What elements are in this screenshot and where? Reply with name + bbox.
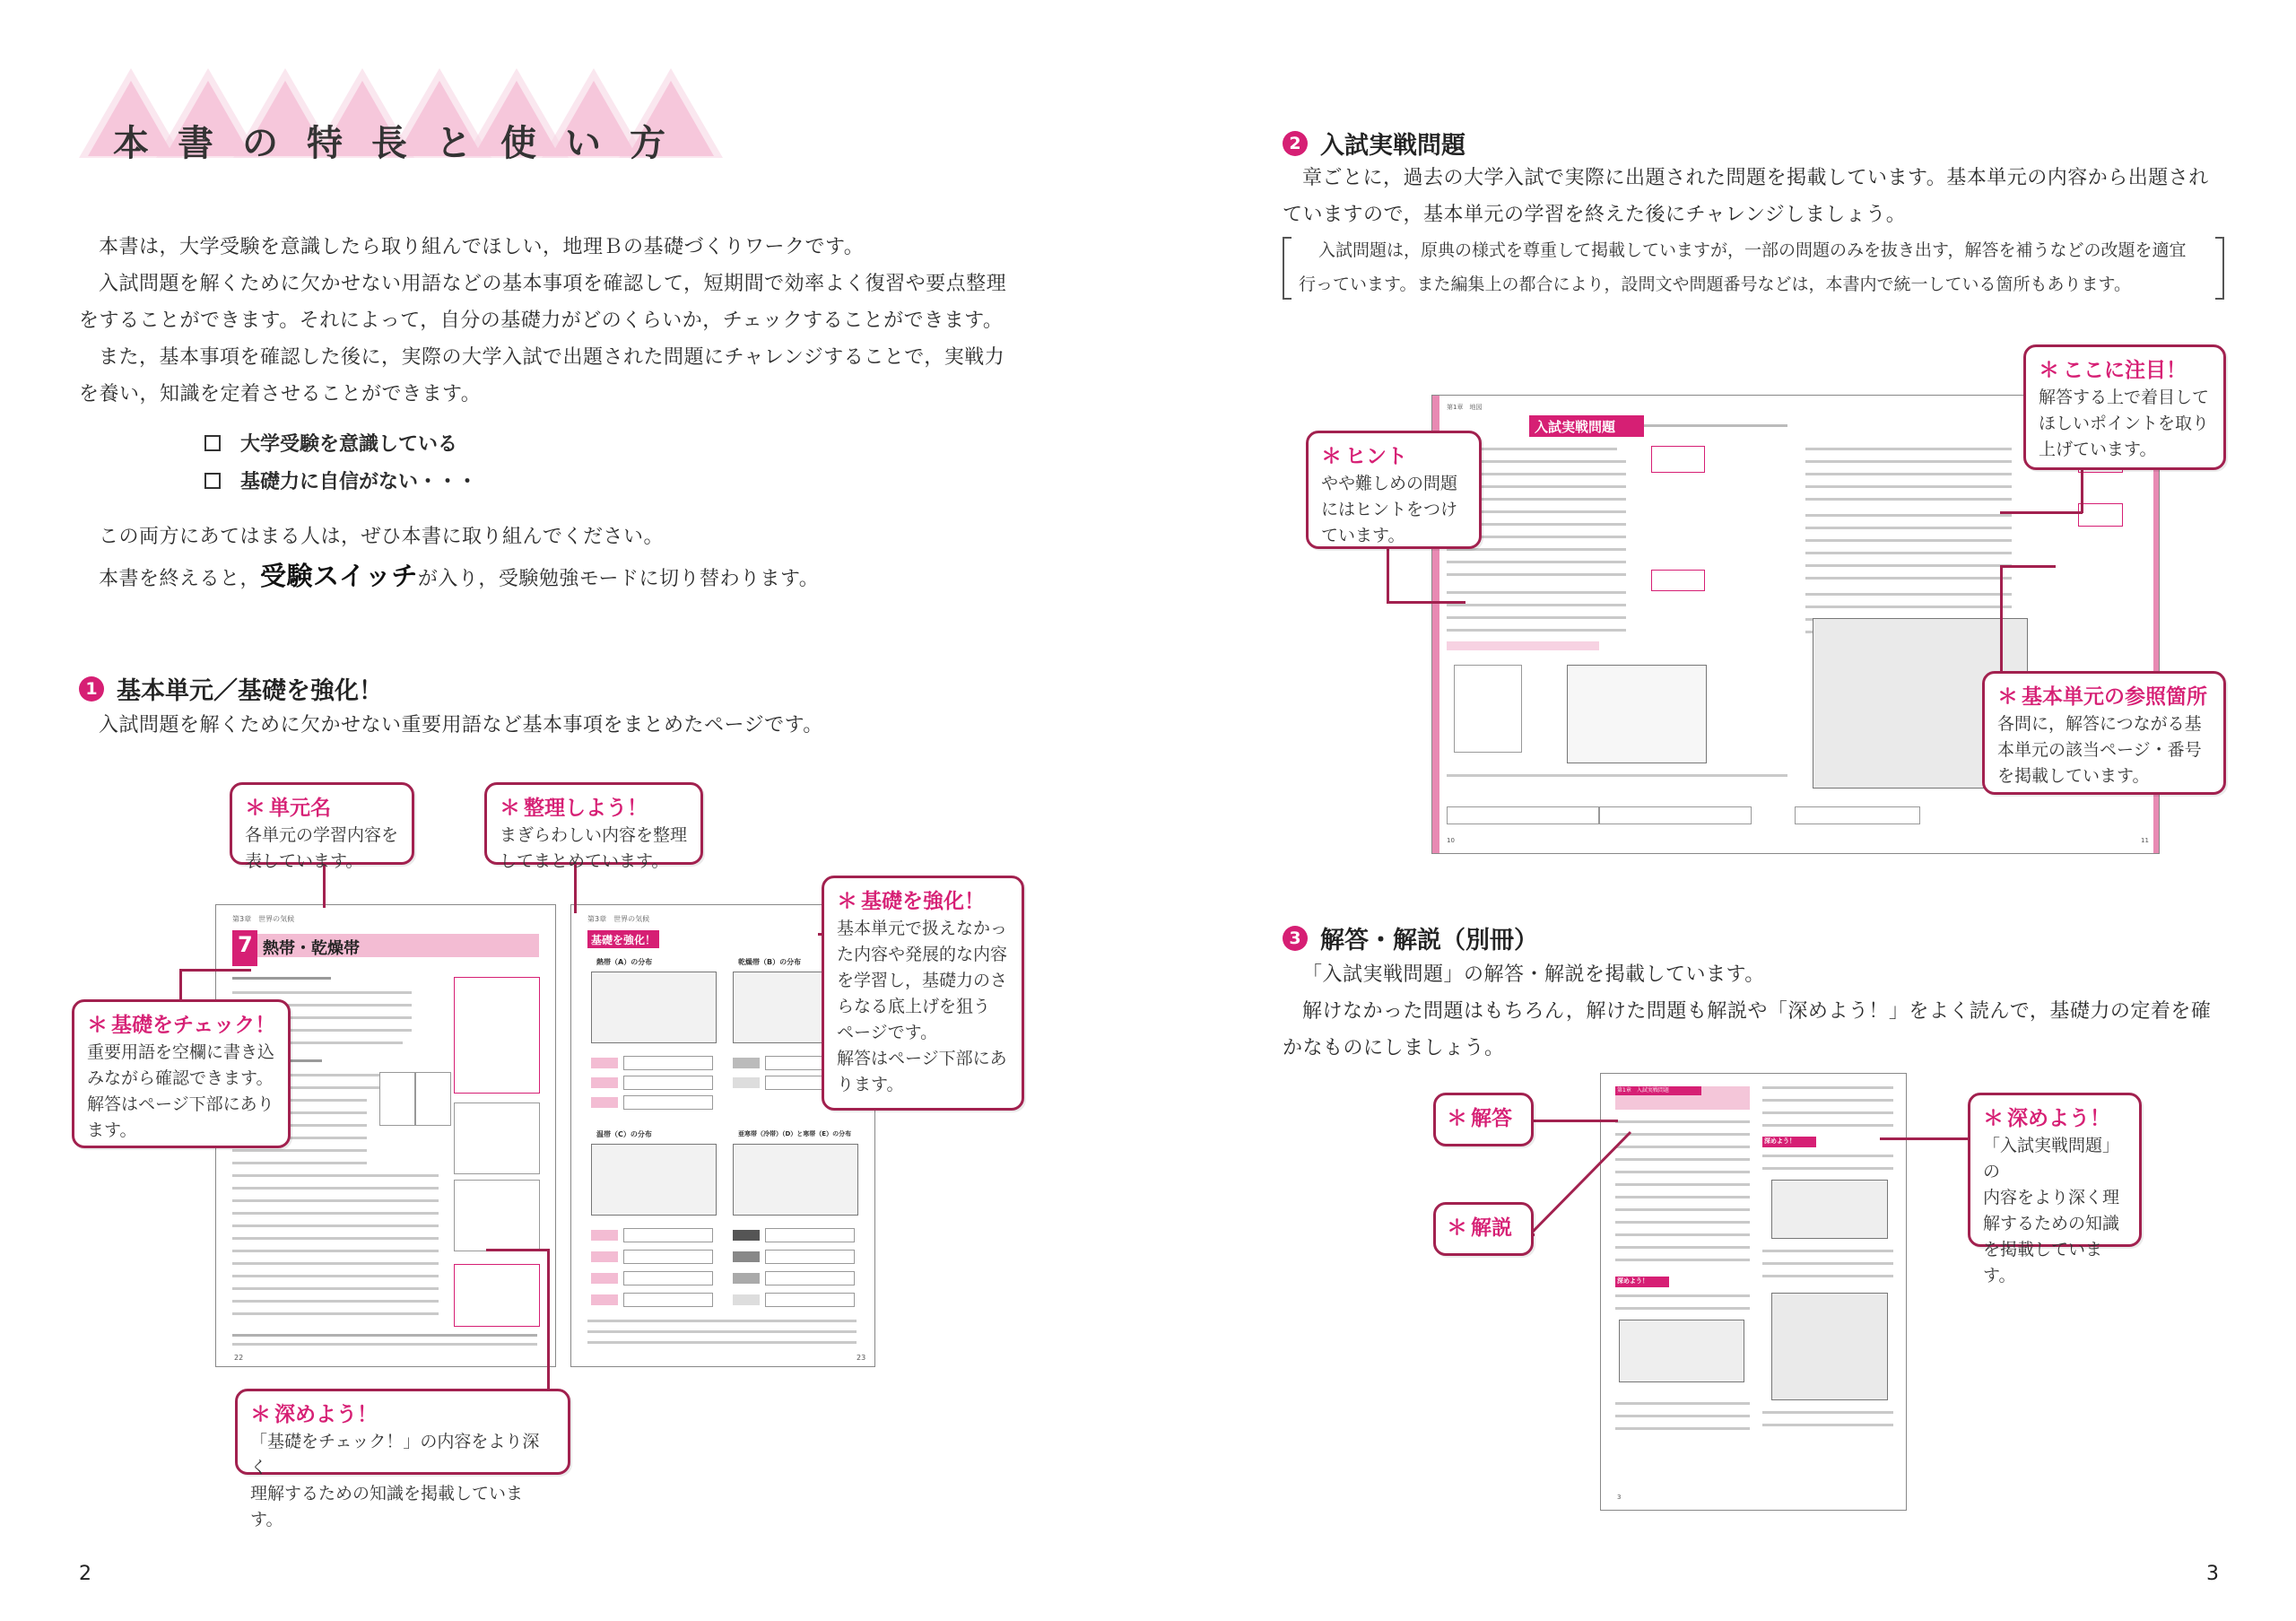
callout-line: た内容や発展的な内容 xyxy=(837,945,1008,964)
intro-line: をすることができます。それによって，自分の基礎力がどのくらいか，チェックすることができます。 xyxy=(79,309,1004,332)
intro-text: が入り，受験勉強モードに切り替わります。 xyxy=(417,568,820,590)
mock-chapter: 第3章 世界の気候 xyxy=(232,915,295,923)
mock-unit-name: 熱帯・乾燥帯 xyxy=(263,939,360,958)
callout-line: 上げています。 xyxy=(2039,440,2157,459)
callout-unit-name: ＊ 単元名 各単元の学習内容を 表しています。 xyxy=(230,782,414,865)
checkbox-icon xyxy=(204,435,221,451)
section-1-desc: 入試問題を解くために欠かせない重要用語など基本事項をまとめたページです。 xyxy=(99,714,823,736)
callout-line: 基本単元で扱えなかっ xyxy=(837,919,1008,938)
callout-title: 単元名 xyxy=(269,797,331,820)
callout-strengthen: ＊ 基礎を強化！ 基本単元で扱えなかっ た内容や発展的な内容 を学習し，基礎力のさ らなる底上げを狙う ページです。 解答はページ下部にあ ります。 xyxy=(822,876,1024,1111)
title-char: 書 xyxy=(178,123,213,164)
callout-title: 基礎を強化！ xyxy=(861,890,985,913)
title-char: 特 xyxy=(307,123,343,164)
section-title: 解答・解説（別冊） xyxy=(1320,927,1538,954)
callout-focus: ＊ ここに注目！ 解答する上で着目して ほしいポイントを取り 上げています。 xyxy=(2023,344,2226,470)
callout-line: らなる底上げを狙う xyxy=(837,997,991,1016)
section-number-badge: 3 xyxy=(1283,926,1308,951)
callout-title: 深めよう！ xyxy=(274,1403,378,1426)
check-item-1 xyxy=(204,429,457,457)
callout-line: ページです。 xyxy=(837,1023,938,1042)
mock-map-title: 亜寒帯（冷帯）（D）と寒帯（E）の分布 xyxy=(738,1130,852,1137)
intro-line xyxy=(99,558,819,597)
callout-answer: ＊ 解答 xyxy=(1433,1093,1534,1146)
intro-text: 本書を終えると， xyxy=(99,568,261,590)
callout-hint: ＊ ヒント やや難しめの問題 にはヒントをつけ ています。 xyxy=(1306,431,1482,549)
connector-line xyxy=(1532,1129,1639,1236)
callout-title: 整理しよう！ xyxy=(524,797,648,820)
callout-deepen-answer: ＊ 深めよう！ 「入試実戦問題」の 内容をより深く理 解するための知識 を掲載しています。 xyxy=(1968,1093,2142,1247)
callout-line: 理解するための知識を掲載しています。 xyxy=(250,1484,524,1529)
callout-line: やや難しめの問題 xyxy=(1321,474,1458,493)
check-label: 大学受験を意識している xyxy=(240,433,458,456)
section-1-heading xyxy=(79,671,383,706)
callout-line: 解答はページ下部にあ xyxy=(837,1049,1007,1068)
title-char: 長 xyxy=(371,123,407,164)
page-number-right: 3 xyxy=(2206,1563,2219,1585)
callout-line: してまとめています。 xyxy=(500,851,669,871)
section-number-badge: 2 xyxy=(1283,131,1308,156)
check-item-2 xyxy=(204,466,477,494)
callout-line: ます。 xyxy=(87,1120,137,1140)
emphasis-text: 受験スイッチ xyxy=(260,561,418,591)
callout-line: 内容をより深く理 xyxy=(1983,1188,2120,1207)
callout-line: を掲載しています。 xyxy=(1983,1240,2103,1285)
callout-organize: ＊ 整理しよう！ まぎらわしい内容を整理 してまとめています。 xyxy=(484,782,703,865)
title-char: の xyxy=(242,123,278,164)
check-label: 基礎力に自信がない・・・ xyxy=(240,471,478,493)
mock-page-num: 11 xyxy=(2141,837,2149,844)
callout-line: ります。 xyxy=(837,1075,904,1094)
page-number-left: 2 xyxy=(79,1563,91,1585)
callout-explanation: ＊ 解説 xyxy=(1433,1202,1534,1256)
callout-line: 「基礎をチェック！」の内容をより深く xyxy=(250,1432,540,1477)
title-char: 方 xyxy=(630,123,665,164)
callout-check: ＊ 基礎をチェック！ 重要用語を空欄に書き込 みながら確認できます。 解答はページ下部にあり ます。 xyxy=(72,999,291,1148)
note-line: 入試問題は，原典の様式を尊重して掲載していますが，一部の問題のみを抜き出す，解答を補うなどの改題を適宜 xyxy=(1318,240,2187,260)
section-3-line: 「入試実戦問題」の解答・解説を掲載しています。 xyxy=(1302,963,1765,986)
mock-unit-num: 7 xyxy=(238,932,253,957)
mock-map-title: 温帯（C）の分布 xyxy=(596,1130,652,1138)
mock-map-title: 熱帯（A）の分布 xyxy=(596,958,653,966)
section-title: 入試実戦問題 xyxy=(1320,132,1465,160)
mock-page-num: 23 xyxy=(857,1354,866,1362)
callout-title: 深めよう！ xyxy=(2007,1107,2110,1130)
callout-title: 基礎をチェック！ xyxy=(111,1014,276,1037)
callout-line: 解答はページ下部にあり xyxy=(87,1094,274,1114)
callout-line: 「入試実戦問題」の xyxy=(1983,1136,2120,1181)
callout-title: ここに注目！ xyxy=(2063,359,2187,382)
callout-line: 解するための知識 xyxy=(1983,1214,2120,1233)
mock-page-num: 3 xyxy=(1617,1494,1622,1501)
title-char: い xyxy=(565,123,601,164)
callout-line: まぎらわしい内容を整理 xyxy=(500,825,688,845)
section-title: 基本単元／基礎を強化！ xyxy=(117,677,383,705)
checkbox-icon xyxy=(204,473,221,489)
section-3-line: 解けなかった問題はもちろん，解けた問題も解説や「深めよう！」をよく読んで，基礎力の定着を確 xyxy=(1302,1000,2212,1023)
section-2-line: 章ごとに，過去の大学入試で実際に出題された問題を掲載しています。基本単元の内容から出題され xyxy=(1302,167,2209,189)
callout-title: 解答 xyxy=(1471,1107,1512,1130)
section-2-heading xyxy=(1283,126,1465,161)
callout-line: 本単元の該当ページ・番号 xyxy=(1997,740,2202,760)
intro-line: を養い，知識を定着させることができます。 xyxy=(79,383,482,405)
callout-line: みながら確認できます。 xyxy=(87,1068,274,1088)
mock-chapter: 第3章 世界の気候 xyxy=(587,915,650,923)
page-title xyxy=(79,63,707,170)
callout-line: ほしいポイントを取り xyxy=(2039,414,2210,433)
note-line: 行っています。また編集上の都合により，設問文や問題番号などは，本書内で統一している箇所もあります。 xyxy=(1299,275,2131,294)
callout-title: ヒント xyxy=(1345,445,1407,468)
section-number-badge: 1 xyxy=(79,676,104,702)
callout-line: 重要用語を空欄に書き込 xyxy=(87,1042,275,1062)
mock-banner: 基礎を強化！ xyxy=(591,934,657,946)
title-char: と xyxy=(436,123,472,164)
callout-line: を学習し，基礎力のさ xyxy=(837,971,1008,990)
mock-deepen-label: 深めよう！ xyxy=(1617,1277,1648,1285)
callout-deepen: ＊ 深めよう！ 「基礎をチェック！」の内容をより深く 理解するための知識を掲載しています。 xyxy=(235,1389,570,1475)
mock-deepen-label: 深めよう！ xyxy=(1764,1137,1796,1145)
callout-line: 解答する上で着目して xyxy=(2039,388,2210,407)
mock-chapter: 第1章 地図 xyxy=(1447,404,1483,411)
mock-banner: 第1章 入試実戦問題 xyxy=(1617,1087,1669,1094)
callout-line: にはヒントをつけ xyxy=(1321,500,1458,519)
intro-line: この両方にあてはまる人は，ぜひ本書に取り組んでください。 xyxy=(99,526,665,548)
callout-line: ています。 xyxy=(1321,526,1405,545)
callout-title: 解説 xyxy=(1471,1216,1512,1240)
callout-line: 各単元の学習内容を xyxy=(245,825,399,845)
section-3-heading xyxy=(1283,920,1538,955)
title-char: 使 xyxy=(500,123,536,164)
mock-answer-page xyxy=(1600,1073,1907,1511)
intro-line: 本書は，大学受験を意識したら取り組んでほしい，地理Ｂの基礎づくりワークです。 xyxy=(99,236,865,258)
callout-line: 各問に，解答につながる基 xyxy=(1997,714,2202,734)
mock-map-title: 乾燥帯（B）の分布 xyxy=(738,958,802,966)
callout-line: 表しています。 xyxy=(245,851,363,871)
title-char: 本 xyxy=(113,123,149,164)
mock-page-num: 22 xyxy=(234,1354,244,1362)
callout-reference: ＊ 基本単元の参照箇所 各問に，解答につながる基 本単元の該当ページ・番号 を掲載しています。 xyxy=(1982,671,2226,795)
callout-line: を掲載しています。 xyxy=(1997,766,2150,786)
intro-line: また，基本事項を確認した後に，実際の大学入試で出題された問題にチャレンジすることで，実戦力 xyxy=(99,346,1005,369)
intro-line: 入試問題を解くために欠かせない用語などの基本事項を確認して，短期間で効率よく復習や要点整理 xyxy=(99,273,1007,295)
mock-page-num: 10 xyxy=(1447,837,1455,844)
mock-banner: 入試実戦問題 xyxy=(1535,419,1616,435)
section-2-line: ていますので，基本単元の学習を終えた後にチャレンジしましょう。 xyxy=(1283,204,1907,226)
callout-title: 基本単元の参照箇所 xyxy=(2022,685,2207,709)
section-3-line: かなものにしましょう。 xyxy=(1283,1037,1505,1059)
